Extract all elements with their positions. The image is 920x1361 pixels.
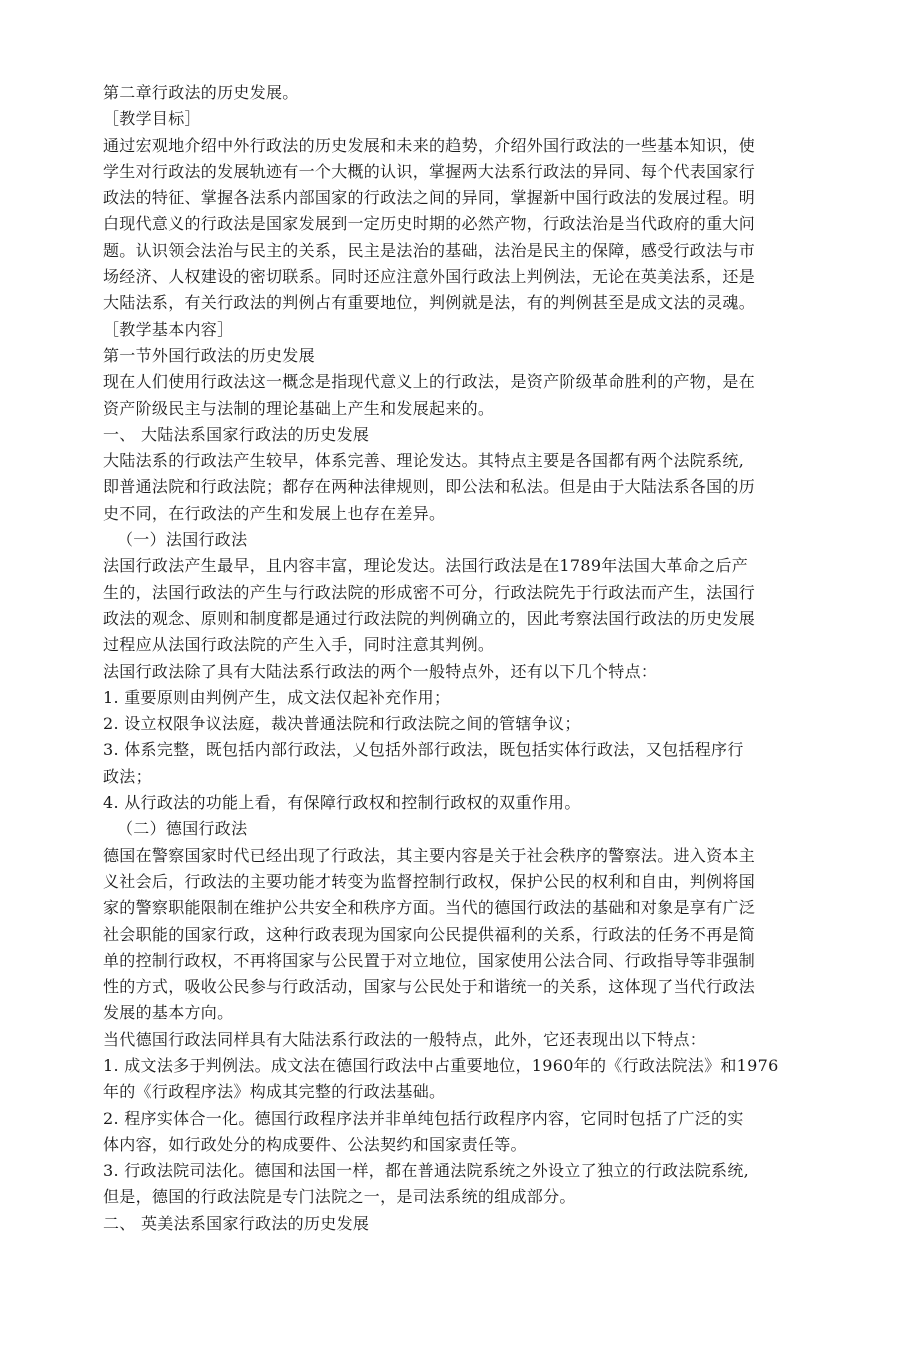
text-line: 题。认识领会法治与民主的关系，民主是法治的基础，法治是民主的保障，感受行政法与市 bbox=[103, 240, 756, 260]
text-line: 过程应从法国行政法院的产生入手，同时注意其判例。 bbox=[103, 635, 495, 655]
list-item: 1. 重要原则由判例产生，成文法仅起补充作用； bbox=[103, 687, 451, 707]
subsection-heading-france: （一）法国行政法 bbox=[117, 530, 248, 550]
list-item: 4. 从行政法的功能上看，有保障行政权和控制行政权的双重作用。 bbox=[103, 793, 581, 813]
list-item: 1. 成文法多于判例法。成文法在德国行政法中占重要地位，1960年的《行政法院法》和1976 bbox=[103, 1055, 779, 1075]
text-line: 家的警察职能限制在维护公共安全和秩序方面。当代的德国行政法的基础和对象是享有广泛 bbox=[103, 898, 756, 918]
text-line: 单的控制行政权，不再将国家与公民置于对立地位，国家使用公法合同、行政指导等非强制 bbox=[103, 950, 756, 970]
text-line: 场经济、人权建设的密切联系。同时还应注意外国行政法上判例法，无论在英美法系，还是 bbox=[103, 267, 756, 287]
text-line: 白现代意义的行政法是国家发展到一定历史时期的必然产物，行政法治是当代政府的重大问 bbox=[103, 214, 756, 234]
list-item: 3. 行政法院司法化。德国和法国一样，都在普通法院系统之外设立了独立的行政法院系统, bbox=[103, 1161, 750, 1181]
text-line: 现在人们使用行政法这一概念是指现代意义上的行政法，是资产阶级革命胜利的产物，是在 bbox=[103, 372, 756, 392]
section-label-content: ［教学基本内容］ bbox=[103, 319, 234, 339]
section-label-objectives: ［教学目标］ bbox=[103, 109, 201, 129]
list-item: 3. 体系完整，既包括内部行政法，乂包括外部行政法，既包括实体行政法，又包括程序行 bbox=[103, 740, 744, 760]
list-item-continuation: 但是，德国的行政法院是专门法院之一，是司法系统的组成部分。 bbox=[103, 1187, 576, 1207]
text-line: 生的，法国行政法的产生与行政法院的形成密不可分，行政法院先于行政法而产生，法国行 bbox=[103, 582, 756, 602]
list-item: 2. 程序实体合一化。德国行政程序法并非单纯包括行政程序内容，它同时包括了广泛的实 bbox=[103, 1108, 744, 1128]
text-line: 法国行政法产生最早，且内容丰富，理论发达。法国行政法是在1789年法国大革命之后产 bbox=[103, 556, 749, 576]
text-line: 史不同，在行政法的产生和发展上也存在差异。 bbox=[103, 503, 446, 523]
section-heading: 第一节外国行政法的历史发展 bbox=[103, 345, 315, 365]
document-page bbox=[103, 80, 808, 1237]
text-line: 政法的观念、原则和制度都是通过行政法院的判例确立的，因此考察法国行政法的历史发展 bbox=[103, 608, 756, 628]
text-line: 学生对行政法的发展轨迹有一个大概的认识，掌握两大法系行政法的异同、每个代表国家行 bbox=[103, 161, 756, 181]
text-line: 社会职能的国家行政，这种行政表现为国家向公民提供福利的关系，行政法的任务不再是简 bbox=[103, 924, 756, 944]
subsection-heading: 二、 英美法系国家行政法的历史发展 bbox=[103, 1213, 370, 1233]
list-item: 2. 设立权限争议法庭，裁决普通法院和行政法院之间的管辖争议； bbox=[103, 714, 581, 734]
text-line: 德国在警察国家时代已经出现了行政法，其主要内容是关于社会秩序的警察法。进入资本主 bbox=[103, 845, 756, 865]
text-line: 通过宏观地介绍中外行政法的历史发展和未来的趋势，介绍外国行政法的一些基本知识，使 bbox=[103, 135, 756, 155]
text-line: 大陆法系的行政法产生较早，体系完善、理论发达。其特点主要是各国都有两个法院系统, bbox=[103, 451, 745, 471]
list-item-continuation: 体内容，如行政处分的构成要件、公法契约和国家责任等。 bbox=[103, 1134, 527, 1154]
text-line: 大陆法系，有关行政法的判例占有重要地位，判例就是法，有的判例甚至是成文法的灵魂。 bbox=[103, 293, 756, 313]
subsection-heading-germany: （二）德国行政法 bbox=[117, 819, 248, 839]
text-line: 当代德国行政法同样具有大陆法系行政法的一般特点，此外，它还表现出以下特点： bbox=[103, 1029, 707, 1049]
text-line: 即普通法院和行政法院；都存在两种法律规则，即公法和私法。但是由于大陆法系各国的历 bbox=[103, 477, 756, 497]
list-item-continuation: 政法； bbox=[103, 766, 152, 786]
text-line: 法国行政法除了具有大陆法系行政法的两个一般特点外，还有以下几个特点： bbox=[103, 661, 658, 681]
list-item-continuation: 年的《行政程序法》构成其完整的行政法基础。 bbox=[103, 1082, 446, 1102]
text-line: 资产阶级民主与法制的理论基础上产生和发展起来的。 bbox=[103, 398, 495, 418]
chapter-title: 第二章行政法的历史发展。 bbox=[103, 83, 299, 102]
text-line: 义社会后，行政法的主要功能才转变为监督控制行政权，保护公民的权利和自由，判例将国 bbox=[103, 871, 756, 891]
text-line: 性的方式，吸收公民参与行政活动，国家与公民处于和谐统一的关系，这体现了当代行政法 bbox=[103, 977, 756, 997]
text-line: 政法的特征、掌握各法系内部国家的行政法之间的异同，掌握新中国行政法的发展过程。明 bbox=[103, 188, 756, 208]
subsection-heading: 一、 大陆法系国家行政法的历史发展 bbox=[103, 424, 370, 444]
text-line: 发展的基本方向。 bbox=[103, 1003, 234, 1023]
